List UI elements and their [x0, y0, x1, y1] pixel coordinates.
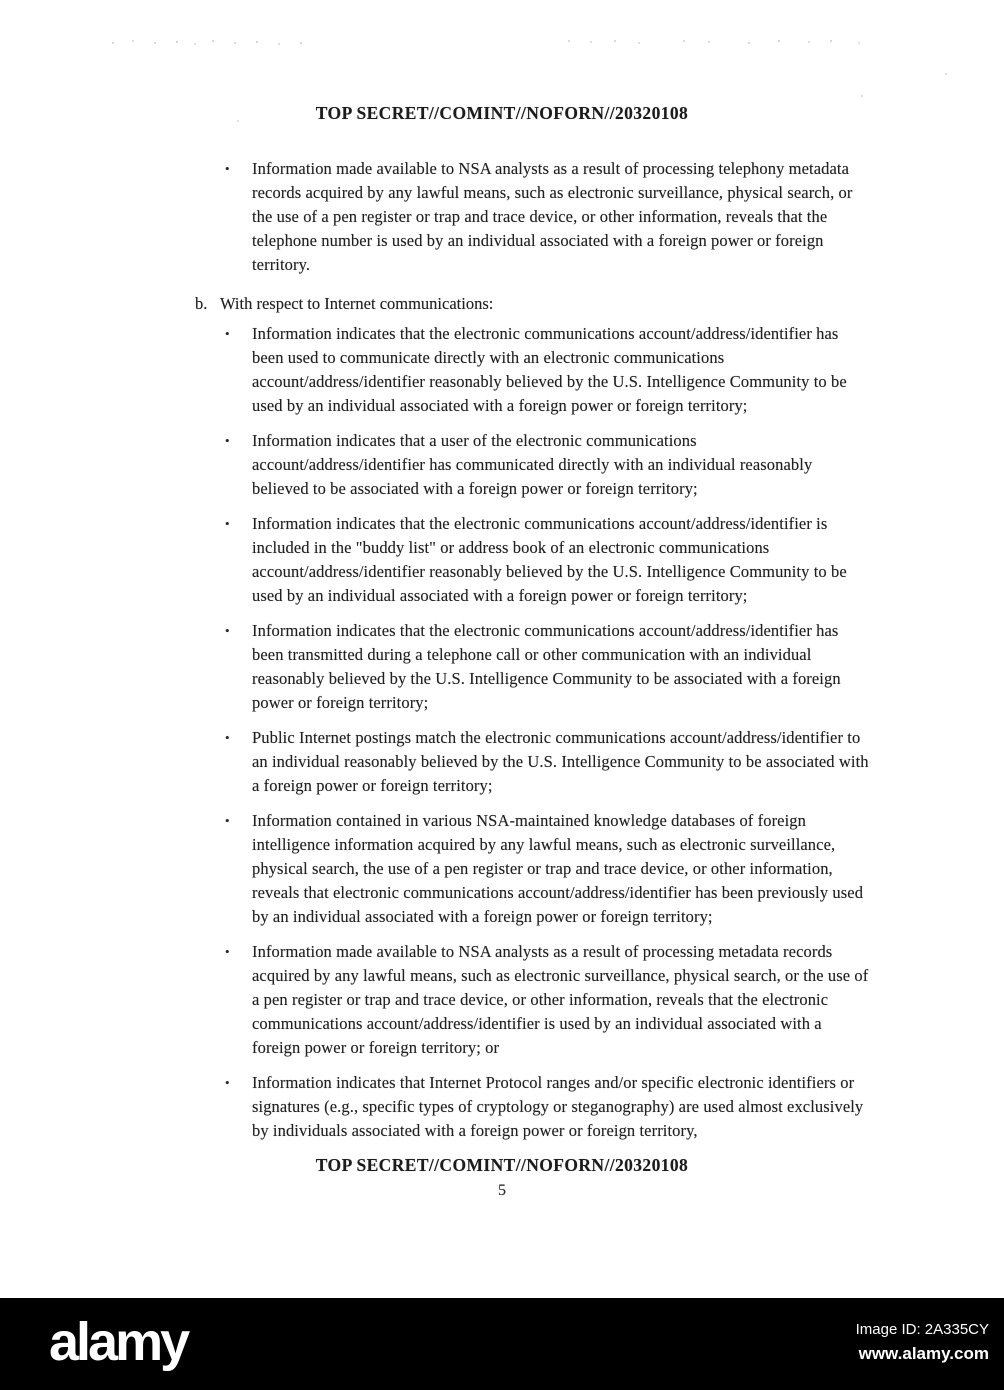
alamy-url: www.alamy.com — [858, 1344, 989, 1363]
section-label: b. — [195, 294, 208, 313]
watermark-info — [856, 1320, 989, 1366]
list-item — [225, 809, 875, 929]
list-item — [225, 512, 875, 608]
bullet-text: Public Internet postings match the electronic communications account/address/identifier to an individual reasonably believed by the U.S. Intelligence Community to be associated with a foreign power or foreign territory; — [252, 728, 869, 795]
bullet-icon: • — [225, 161, 230, 176]
bullet-text: Information made available to NSA analysts as a result of processing metadata records acquired by any lawful means, such as electronic surveillance, physical search, or the use of a pen register or trap and trace device, or other information, reveals that the electronic communications account/address/identifier is used by an individual associated with a foreign power or foreign territory; or — [252, 942, 869, 1057]
page-number: 5 — [498, 1182, 506, 1199]
scan-noise-left — [112, 42, 114, 44]
bullet-text: Information contained in various NSA-maintained knowledge databases of foreign intelligence information acquired by any lawful means, such as electronic surveillance, physical search, the use of a pen register or trap and trace device, or other information, reveals that electronic communications account/address/identifier has been previously used by an individual associated with a foreign power or foreign territory; — [252, 811, 864, 926]
bullet-text: Information indicates that the electronic communications account/address/identifier is included in the "buddy list" or address book of an electronic communications account/address/identifier reasonably believed by the U.S. Intelligence Community to be used by an individual associated with a foreign power or foreign territory; — [252, 514, 847, 605]
bullet-icon: • — [225, 944, 230, 959]
bullet-text: Information made available to NSA analysts as a result of processing telephony metadata records acquired by any lawful means, such as electronic surveillance, physical search, or the use of a pen register or trap and trace device, or other information, reveals that the telephone number is used by an individual associated with a foreign power or foreign territory. — [252, 159, 853, 274]
bullet-icon: • — [225, 623, 230, 638]
bullet-icon: • — [225, 516, 230, 531]
bullet-icon: • — [225, 433, 230, 448]
bullet-icon: • — [225, 1075, 230, 1090]
bullet-icon: • — [225, 326, 230, 341]
bullet-icon: • — [225, 813, 230, 828]
list-item — [225, 726, 875, 798]
list-item — [225, 429, 875, 501]
list-item — [225, 322, 875, 418]
classification-footer: TOP SECRET//COMINT//NOFORN//20320108 — [315, 1155, 689, 1175]
bullet-text: Information indicates that a user of the electronic communications account/address/identifier has communicated directly with an individual reasonably believed to be associated with a foreign power or foreign territory; — [252, 431, 813, 498]
bullet-text: Information indicates that the electronic communications account/address/identifier has been transmitted during a telephone call or other communication with an individual reasonably believed by the U.S. Intelligence Community to be associated with a foreign power or foreign territory; — [252, 621, 841, 712]
watermark-bar — [0, 1298, 1004, 1390]
list-item — [225, 940, 875, 1060]
image-id-label: Image ID: 2A335CY — [855, 1321, 989, 1338]
bullet-text: Information indicates that Internet Protocol ranges and/or specific electronic identifiers or signatures (e.g., specific types of cryptology or steganography) are used almost exclusively by individuals associated with a foreign power or foreign territory, — [252, 1073, 864, 1140]
alamy-logo: alamy — [49, 1312, 188, 1372]
list-item — [225, 619, 875, 715]
bullet-icon: • — [225, 730, 230, 745]
bullet-text: Information indicates that the electronic communications account/address/identifier has been used to communicate directly with an electronic communications account/address/identifier reasonably believed by the U.S. Intelligence Community to be used by an individual associated with a foreign power or foreign territory; — [252, 324, 847, 415]
scan-noise-right — [568, 40, 570, 42]
list-item — [225, 1071, 875, 1143]
section-b-heading — [195, 292, 1004, 316]
list-item — [225, 157, 875, 277]
section-heading-text: With respect to Internet communications: — [220, 294, 494, 313]
classification-header: TOP SECRET//COMINT//NOFORN//20320108 — [315, 103, 689, 123]
